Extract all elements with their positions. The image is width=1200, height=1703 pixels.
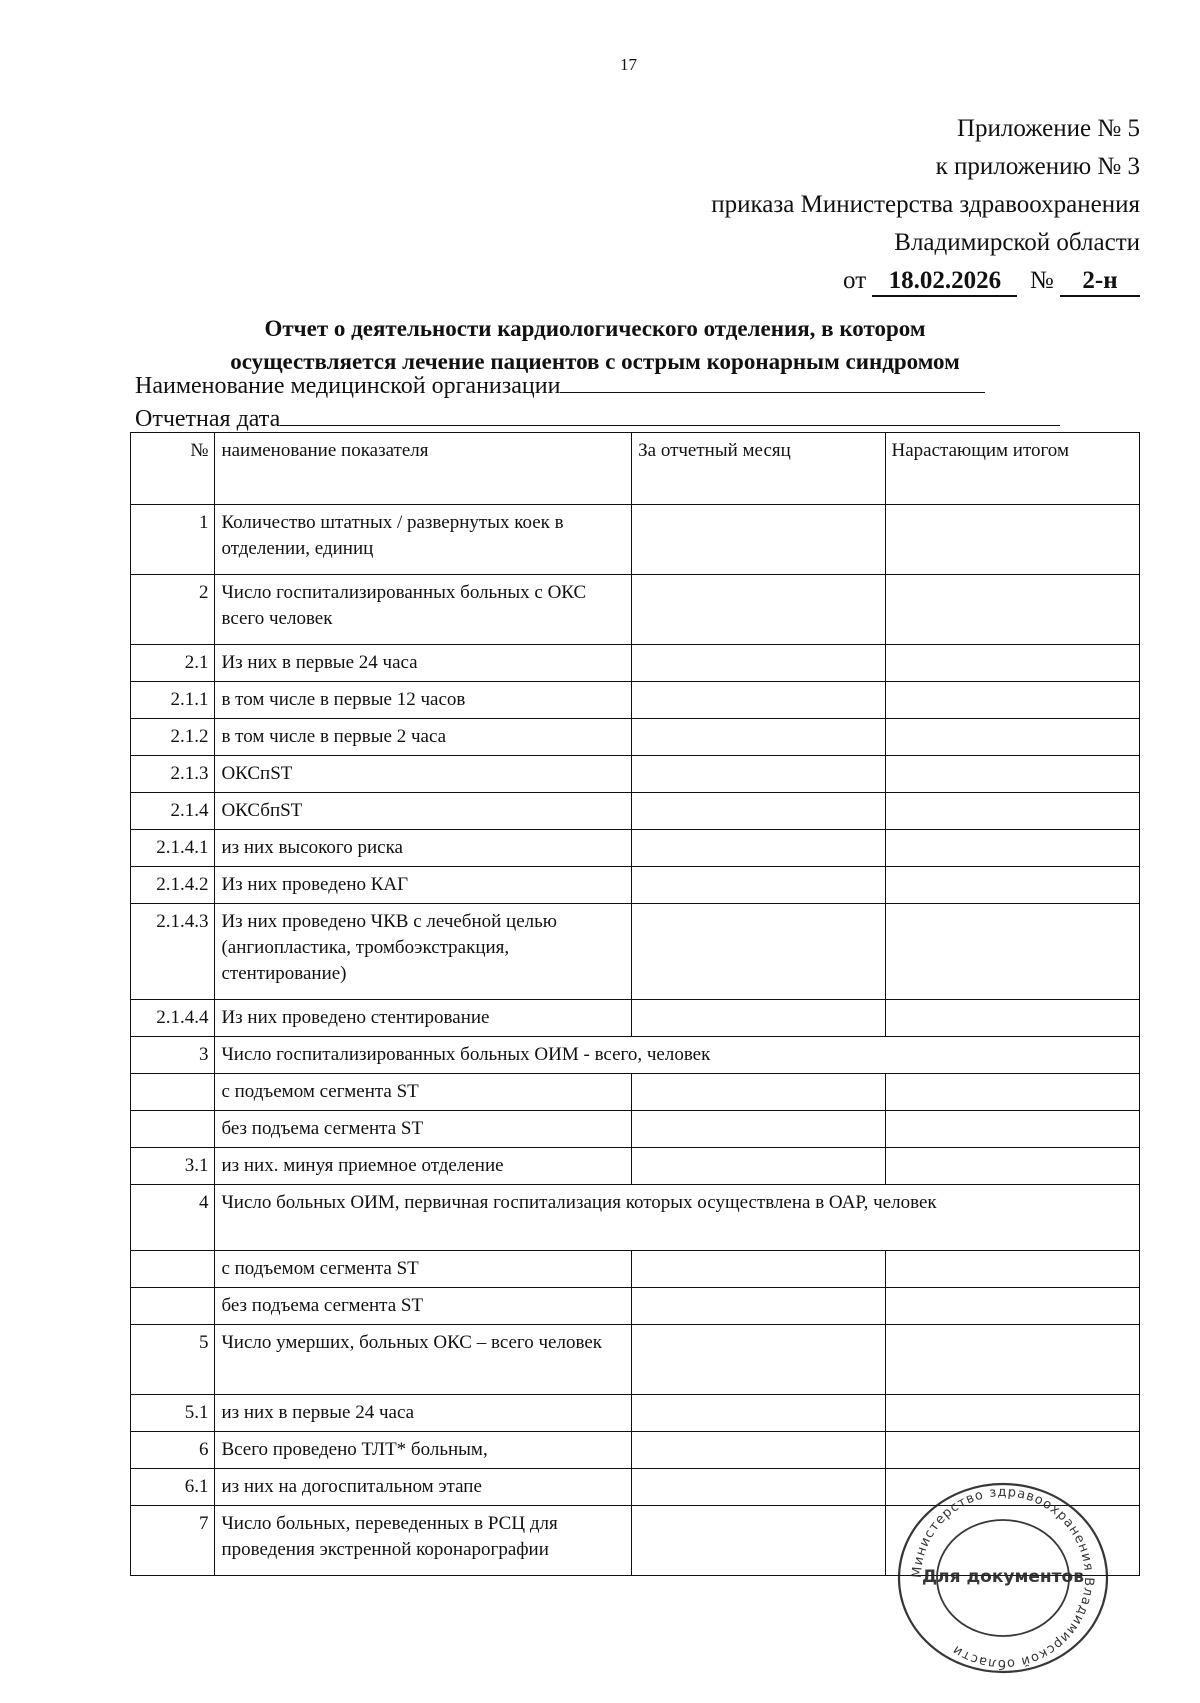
row-indicator: в том числе в первые 2 часа — [215, 719, 632, 756]
table-row — [131, 645, 1140, 682]
row-indicator: из них высокого риска — [215, 830, 632, 867]
table-row — [131, 793, 1140, 830]
appendix-line-2: к приложению № 3 — [935, 153, 1140, 180]
table-row — [131, 830, 1140, 867]
month-value-cell[interactable] — [632, 1325, 885, 1395]
table-row — [131, 1288, 1140, 1325]
row-indicator: Из них проведено КАГ — [215, 867, 632, 904]
order-date: 18.02.2026 — [872, 267, 1017, 297]
table-row — [131, 867, 1140, 904]
cumulative-value-cell[interactable] — [885, 682, 1139, 719]
table-row — [131, 682, 1140, 719]
row-number: 6 — [131, 1432, 215, 1469]
month-value-cell[interactable] — [632, 1111, 885, 1148]
row-indicator: Из них проведено стентирование — [215, 1000, 632, 1037]
row-indicator: Число госпитализированных больных с ОКС всего человек — [215, 575, 632, 645]
page-number: 17 — [620, 55, 637, 74]
month-value-cell[interactable] — [632, 867, 885, 904]
month-value-cell[interactable] — [632, 645, 885, 682]
month-value-cell[interactable] — [632, 1074, 885, 1111]
header-name: наименование показателя — [215, 433, 632, 505]
month-value-cell[interactable] — [632, 1148, 885, 1185]
row-indicator: из них в первые 24 часа — [215, 1395, 632, 1432]
row-number: 5.1 — [131, 1395, 215, 1432]
month-value-cell[interactable] — [632, 904, 885, 1000]
org-name-field — [135, 372, 985, 400]
table-header-row — [131, 433, 1140, 505]
month-value-cell[interactable] — [632, 793, 885, 830]
row-number: 2.1.4.3 — [131, 904, 215, 1000]
order-number: 2-н — [1060, 267, 1140, 297]
cumulative-value-cell[interactable] — [885, 1111, 1139, 1148]
row-indicator: без подъема сегмента ST — [215, 1288, 632, 1325]
cumulative-value-cell[interactable] — [885, 867, 1139, 904]
row-number: 2.1.4.2 — [131, 867, 215, 904]
table-row — [131, 505, 1140, 575]
row-indicator: Количество штатных / развернутых коек в отделении, единиц — [215, 505, 632, 575]
row-indicator: Из них в первые 24 часа — [215, 645, 632, 682]
report-title-line-2: осуществляется лечение пациентов с острым коронарным синдромом — [230, 349, 960, 374]
cumulative-value-cell[interactable] — [885, 1288, 1139, 1325]
stamp-center-text: Для документов — [922, 1567, 1084, 1587]
row-number: 2.1 — [131, 645, 215, 682]
cumulative-value-cell[interactable] — [885, 793, 1139, 830]
row-number: 4 — [131, 1185, 215, 1251]
appendix-line-4: Владимирской области — [894, 229, 1140, 256]
row-number — [131, 1251, 215, 1288]
report-title — [130, 312, 1060, 378]
report-date-label: Отчетная дата — [135, 406, 281, 432]
table-row — [131, 904, 1140, 1000]
month-value-cell[interactable] — [632, 719, 885, 756]
month-value-cell[interactable] — [632, 575, 885, 645]
row-indicator: Число больных, переведенных в РСЦ для проведения экстренной коронарографии — [215, 1506, 632, 1576]
row-number: 7 — [131, 1506, 215, 1576]
order-date-line — [440, 262, 1140, 300]
cumulative-value-cell[interactable] — [885, 1395, 1139, 1432]
row-number: 2.1.3 — [131, 756, 215, 793]
header-num: № — [131, 433, 215, 505]
table-row — [131, 1074, 1140, 1111]
row-indicator: из них. минуя приемное отделение — [215, 1148, 632, 1185]
row-number: 2 — [131, 575, 215, 645]
cumulative-value-cell[interactable] — [885, 1000, 1139, 1037]
row-indicator: ОКСбпST — [215, 793, 632, 830]
cumulative-value-cell[interactable] — [885, 575, 1139, 645]
appendix-header — [440, 110, 1140, 300]
row-indicator: ОКСпST — [215, 756, 632, 793]
cumulative-value-cell[interactable] — [885, 1432, 1139, 1469]
org-name-label: Наименование медицинской организации — [135, 373, 561, 399]
stamp-ring-text: Министерство здравоохранения Владимирской области — [909, 1484, 1097, 1672]
cumulative-value-cell[interactable] — [885, 1074, 1139, 1111]
row-number: 2.1.1 — [131, 682, 215, 719]
row-number: 2.1.4.1 — [131, 830, 215, 867]
report-table — [130, 432, 1140, 1576]
month-value-cell[interactable] — [632, 1288, 885, 1325]
number-label: № — [1029, 267, 1054, 294]
report-date-blank — [280, 405, 1060, 426]
row-indicator: Всего проведено ТЛТ* больным, — [215, 1432, 632, 1469]
row-indicator: в том числе в первые 12 часов — [215, 682, 632, 719]
report-title-line-1: Отчет о деятельности кардиологического отделения, в котором — [264, 316, 926, 341]
month-value-cell[interactable] — [632, 505, 885, 575]
month-value-cell[interactable] — [632, 756, 885, 793]
table-row — [131, 1251, 1140, 1288]
month-value-cell[interactable] — [632, 1395, 885, 1432]
row-indicator: Из них проведено ЧКВ с лечебной целью (ангиопластика, тромбоэкстракция, стентирование) — [215, 904, 632, 1000]
header-total: Нарастающим итогом — [885, 433, 1139, 505]
cumulative-value-cell[interactable] — [885, 830, 1139, 867]
table-row-merged — [131, 1037, 1140, 1074]
cumulative-value-cell[interactable] — [885, 505, 1139, 575]
table-row-merged — [131, 1185, 1140, 1251]
row-number: 3.1 — [131, 1148, 215, 1185]
month-value-cell[interactable] — [632, 682, 885, 719]
month-value-cell[interactable] — [632, 830, 885, 867]
report-date-field — [135, 405, 1060, 433]
table-row — [131, 1325, 1140, 1395]
row-number: 5 — [131, 1325, 215, 1395]
org-name-blank — [560, 372, 985, 393]
month-value-cell[interactable] — [632, 1506, 885, 1576]
row-number: 2.1.2 — [131, 719, 215, 756]
row-indicator: без подъема сегмента ST — [215, 1111, 632, 1148]
table-row — [131, 756, 1140, 793]
cumulative-value-cell[interactable] — [885, 904, 1139, 1000]
row-indicator: Число госпитализированных больных ОИМ - всего, человек — [215, 1037, 1140, 1074]
appendix-line-3: приказа Министерства здравоохранения — [711, 191, 1140, 218]
table-row — [131, 719, 1140, 756]
row-number: 2.1.4.4 — [131, 1000, 215, 1037]
cumulative-value-cell[interactable] — [885, 1251, 1139, 1288]
row-number: 1 — [131, 505, 215, 575]
header-month: За отчетный месяц — [632, 433, 885, 505]
row-number: 2.1.4 — [131, 793, 215, 830]
row-number — [131, 1111, 215, 1148]
table-row — [131, 1000, 1140, 1037]
month-value-cell[interactable] — [632, 1251, 885, 1288]
cumulative-value-cell[interactable] — [885, 756, 1139, 793]
table-row — [131, 1432, 1140, 1469]
cumulative-value-cell[interactable] — [885, 645, 1139, 682]
row-indicator: Число больных ОИМ, первичная госпитализация которых осуществлена в ОАР, человек — [215, 1185, 1140, 1251]
month-value-cell[interactable] — [632, 1469, 885, 1506]
cumulative-value-cell[interactable] — [885, 1325, 1139, 1395]
row-indicator: Число умерших, больных ОКС – всего человек — [215, 1325, 632, 1395]
month-value-cell[interactable] — [632, 1000, 885, 1037]
ministry-stamp — [893, 1478, 1113, 1678]
row-number: 3 — [131, 1037, 215, 1074]
row-indicator: с подъемом сегмента ST — [215, 1251, 632, 1288]
cumulative-value-cell[interactable] — [885, 719, 1139, 756]
row-number — [131, 1074, 215, 1111]
table-row — [131, 575, 1140, 645]
cumulative-value-cell[interactable] — [885, 1148, 1139, 1185]
row-number: 6.1 — [131, 1469, 215, 1506]
table-row — [131, 1148, 1140, 1185]
month-value-cell[interactable] — [632, 1432, 885, 1469]
row-indicator: из них на догоспитальном этапе — [215, 1469, 632, 1506]
row-indicator: с подъемом сегмента ST — [215, 1074, 632, 1111]
table-row — [131, 1111, 1140, 1148]
from-label: от — [843, 267, 867, 294]
table-row — [131, 1395, 1140, 1432]
row-number — [131, 1288, 215, 1325]
appendix-line-1: Приложение № 5 — [956, 115, 1140, 142]
